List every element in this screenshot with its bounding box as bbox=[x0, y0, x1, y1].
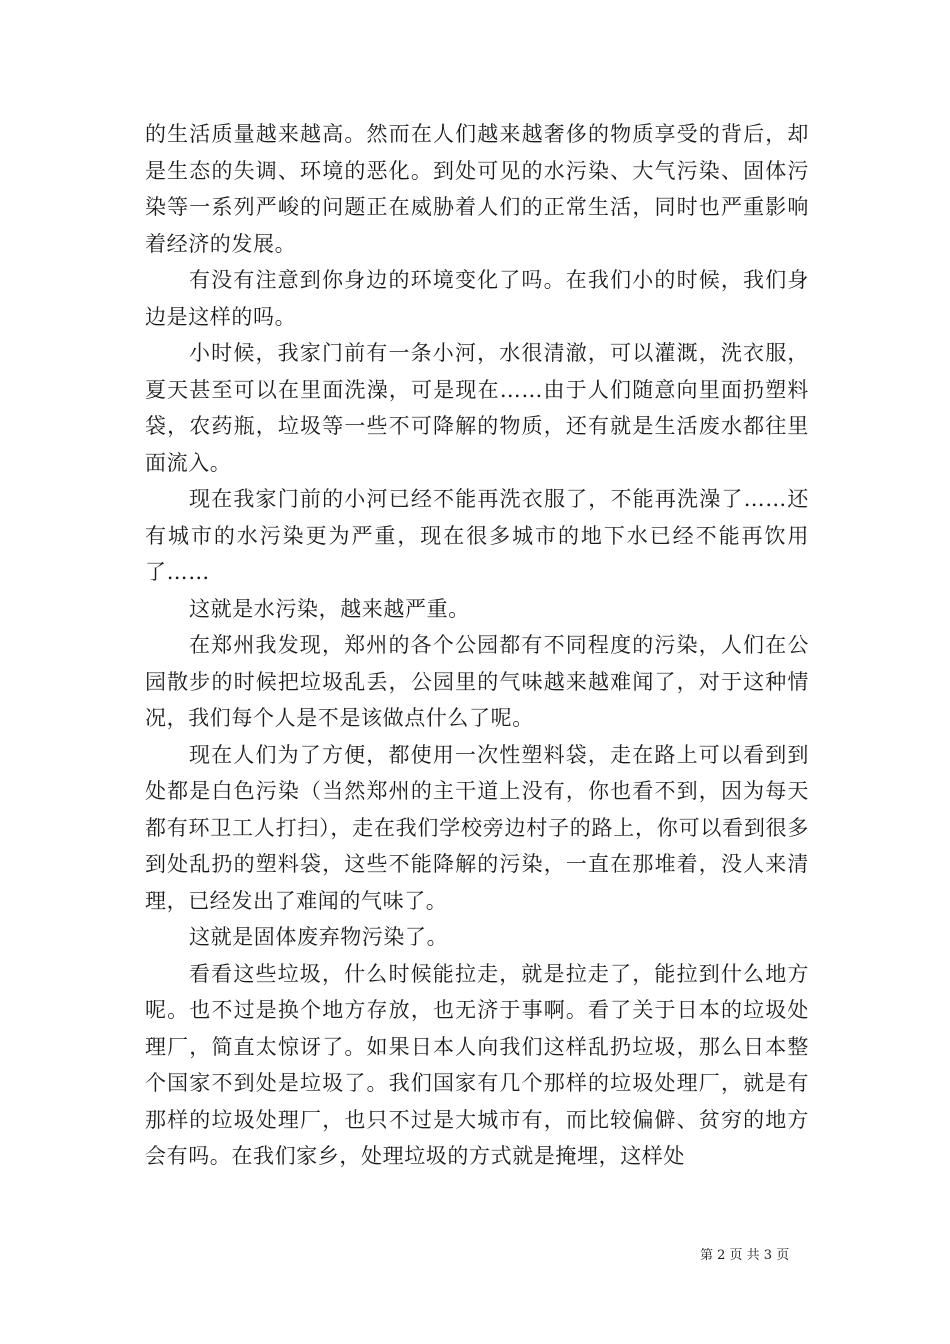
paragraph: 在郑州我发现，郑州的各个公园都有不同程度的污染，人们在公园散步的时候把垃圾乱丢，公园里的气味越来越难闻了，对于这种情况，我们每个人是不是该做点什么了呢。 bbox=[145, 633, 809, 730]
paragraph: 看看这些垃圾，什么时候能拉走，就是拉走了，能拉到什么地方呢。也不过是换个地方存放，也无济于事啊。看了关于日本的垃圾处理厂，简直太惊讶了。如果日本人向我们这样乱扔垃圾，那么日本整个国家不到处是垃圾了。我们国家有几个那样的垃圾处理厂，就是有那样的垃圾处理厂，也只不过是大城市有，而比较偏僻、贫穷的地方会有吗。在我们家乡，处理垃圾的方式就是掩埋，这样处 bbox=[145, 961, 809, 1168]
page-number-footer: 第 2 页 共 3 页 bbox=[700, 1248, 790, 1263]
paragraph: 现在人们为了方便，都使用一次性塑料袋，走在路上可以看到到处都是白色污染（当然郑州的主干道上没有，你也看不到，因为每天都有环卫工人打扫），走在我们学校旁边村子的路上，你可以看到很多到处乱扔的塑料袋，这些不能降解的污染，一直在那堆着，没人来清理，已经发出了难闻的气味了。 bbox=[145, 742, 809, 913]
document-body bbox=[145, 116, 809, 1175]
paragraph: 的生活质量越来越高。然而在人们越来越奢侈的物质享受的背后，却是生态的失调、环境的恶化。到处可见的水污染、大气污染、固体污染等一系列严峻的问题正在威胁着人们的正常生活，同时也严重影响着经济的发展。 bbox=[145, 122, 809, 256]
paragraph: 有没有注意到你身边的环境变化了吗。在我们小的时候，我们身边是这样的吗。 bbox=[145, 268, 809, 329]
paragraph: 现在我家门前的小河已经不能再洗衣服了，不能再洗澡了……还有城市的水污染更为严重，现在很多城市的地下水已经不能再饮用了…… bbox=[145, 487, 809, 584]
paragraph: 这就是固体废弃物污染了。 bbox=[189, 925, 449, 949]
paragraph: 小时候，我家门前有一条小河，水很清澈，可以灌溉，洗衣服，夏天甚至可以在里面洗澡，可是现在……由于人们随意向里面扔塑料袋，农药瓶，垃圾等一些不可降解的物质，还有就是生活废水都往里面流入。 bbox=[145, 341, 809, 475]
paragraph: 这就是水污染，越来越严重。 bbox=[189, 596, 470, 621]
